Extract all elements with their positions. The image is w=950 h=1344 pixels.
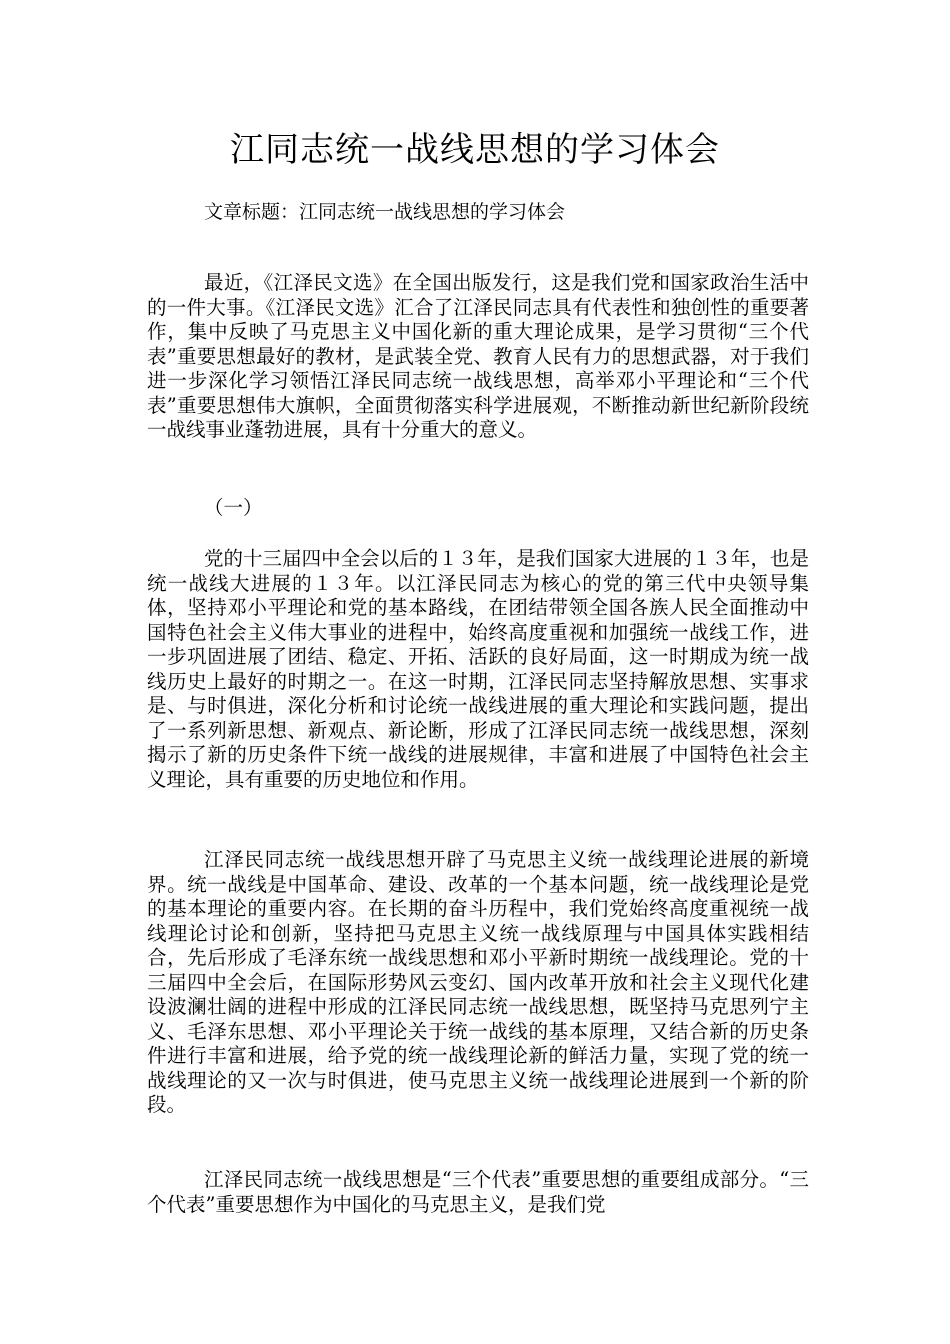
section-heading-one: （一） [204,496,263,519]
paragraph-theory: 江泽民同志统一战线思想开辟了马克思主义统一战线理论进展的新境界。统一战线是中国革命、建设、改革的一个基本问题，统一战线理论是党的基本理论的重要内容。在长期的奋斗历程中，我们党始终高度重视统一战线理论讨论和创新，坚持把马克思主义统一战线原理与中国具体实践相结合，先后形成了毛泽东统一战线思想和邓小平新时期统一战线理论。党的十三届四中全会后，在国际形势风云变幻、国内改革开放和社会主义现代化建设波澜壮阔的进程中形成的江泽民同志统一战线思想，既坚持马克思列宁主义、毛泽东思想、邓小平理论关于统一战线的基本原理，又结合新的历史条件进行丰富和进展，给予党的统一战线理论新的鲜活力量，实现了党的统一战线理论的又一次与时俱进，使马克思主义统一战线理论进展到一个新的阶段。 [147,848,809,1116]
paragraph-section-one: 党的十三届四中全会以后的１３年，是我们国家大进展的１３年，也是统一战线大进展的１３年。以江泽民同志为核心的党的第三代中央领导集体，坚持邓小平理论和党的基本路线，在团结带领全国各族人民全面推动中国特色社会主义伟大事业的进程中，始终高度重视和加强统一战线工作，进一步巩固进展了团结、稳定、开拓、活跃的良好局面，这一时期成为统一战线历史上最好的时期之一。在这一时期，江泽民同志坚持解放思想、实事求是、与时俱进，深化分析和讨论统一战线进展的重大理论和实践问题，提出了一系列新思想、新观点、新论断，形成了江泽民同志统一战线思想，深刻揭示了新的历史条件下统一战线的进展规律，丰富和进展了中国特色社会主义理论，具有重要的历史地位和作用。 [147,547,809,791]
paragraph-three-represents: 江泽民同志统一战线思想是“三个代表”重要思想的重要组成部分。“三个代表”重要思想作为中国化的马克思主义，是我们党 [147,1168,809,1216]
document-title: 江同志统一战线思想的学习体会 [230,130,720,170]
article-subtitle: 文章标题：江同志统一战线思想的学习体会 [204,201,566,223]
paragraph-intro: 最近，《江泽民文选》在全国出版发行，这是我们党和国家政治生活中的一件大事。《江泽民文选》汇合了江泽民同志具有代表性和独创性的重要著作，集中反映了马克思主义中国化新的重大理论成果，是学习贯彻“三个代表”重要思想最好的教材，是武装全党、教育人民有力的思想武器，对于我们进一步深化学习领悟江泽民同志统一战线思想，高举邓小平理论和“三个代表”重要思想伟大旗帜，全面贯彻落实科学进展观，不断推动新世纪新阶段统一战线事业蓬勃进展，具有十分重大的意义。 [147,271,809,441]
